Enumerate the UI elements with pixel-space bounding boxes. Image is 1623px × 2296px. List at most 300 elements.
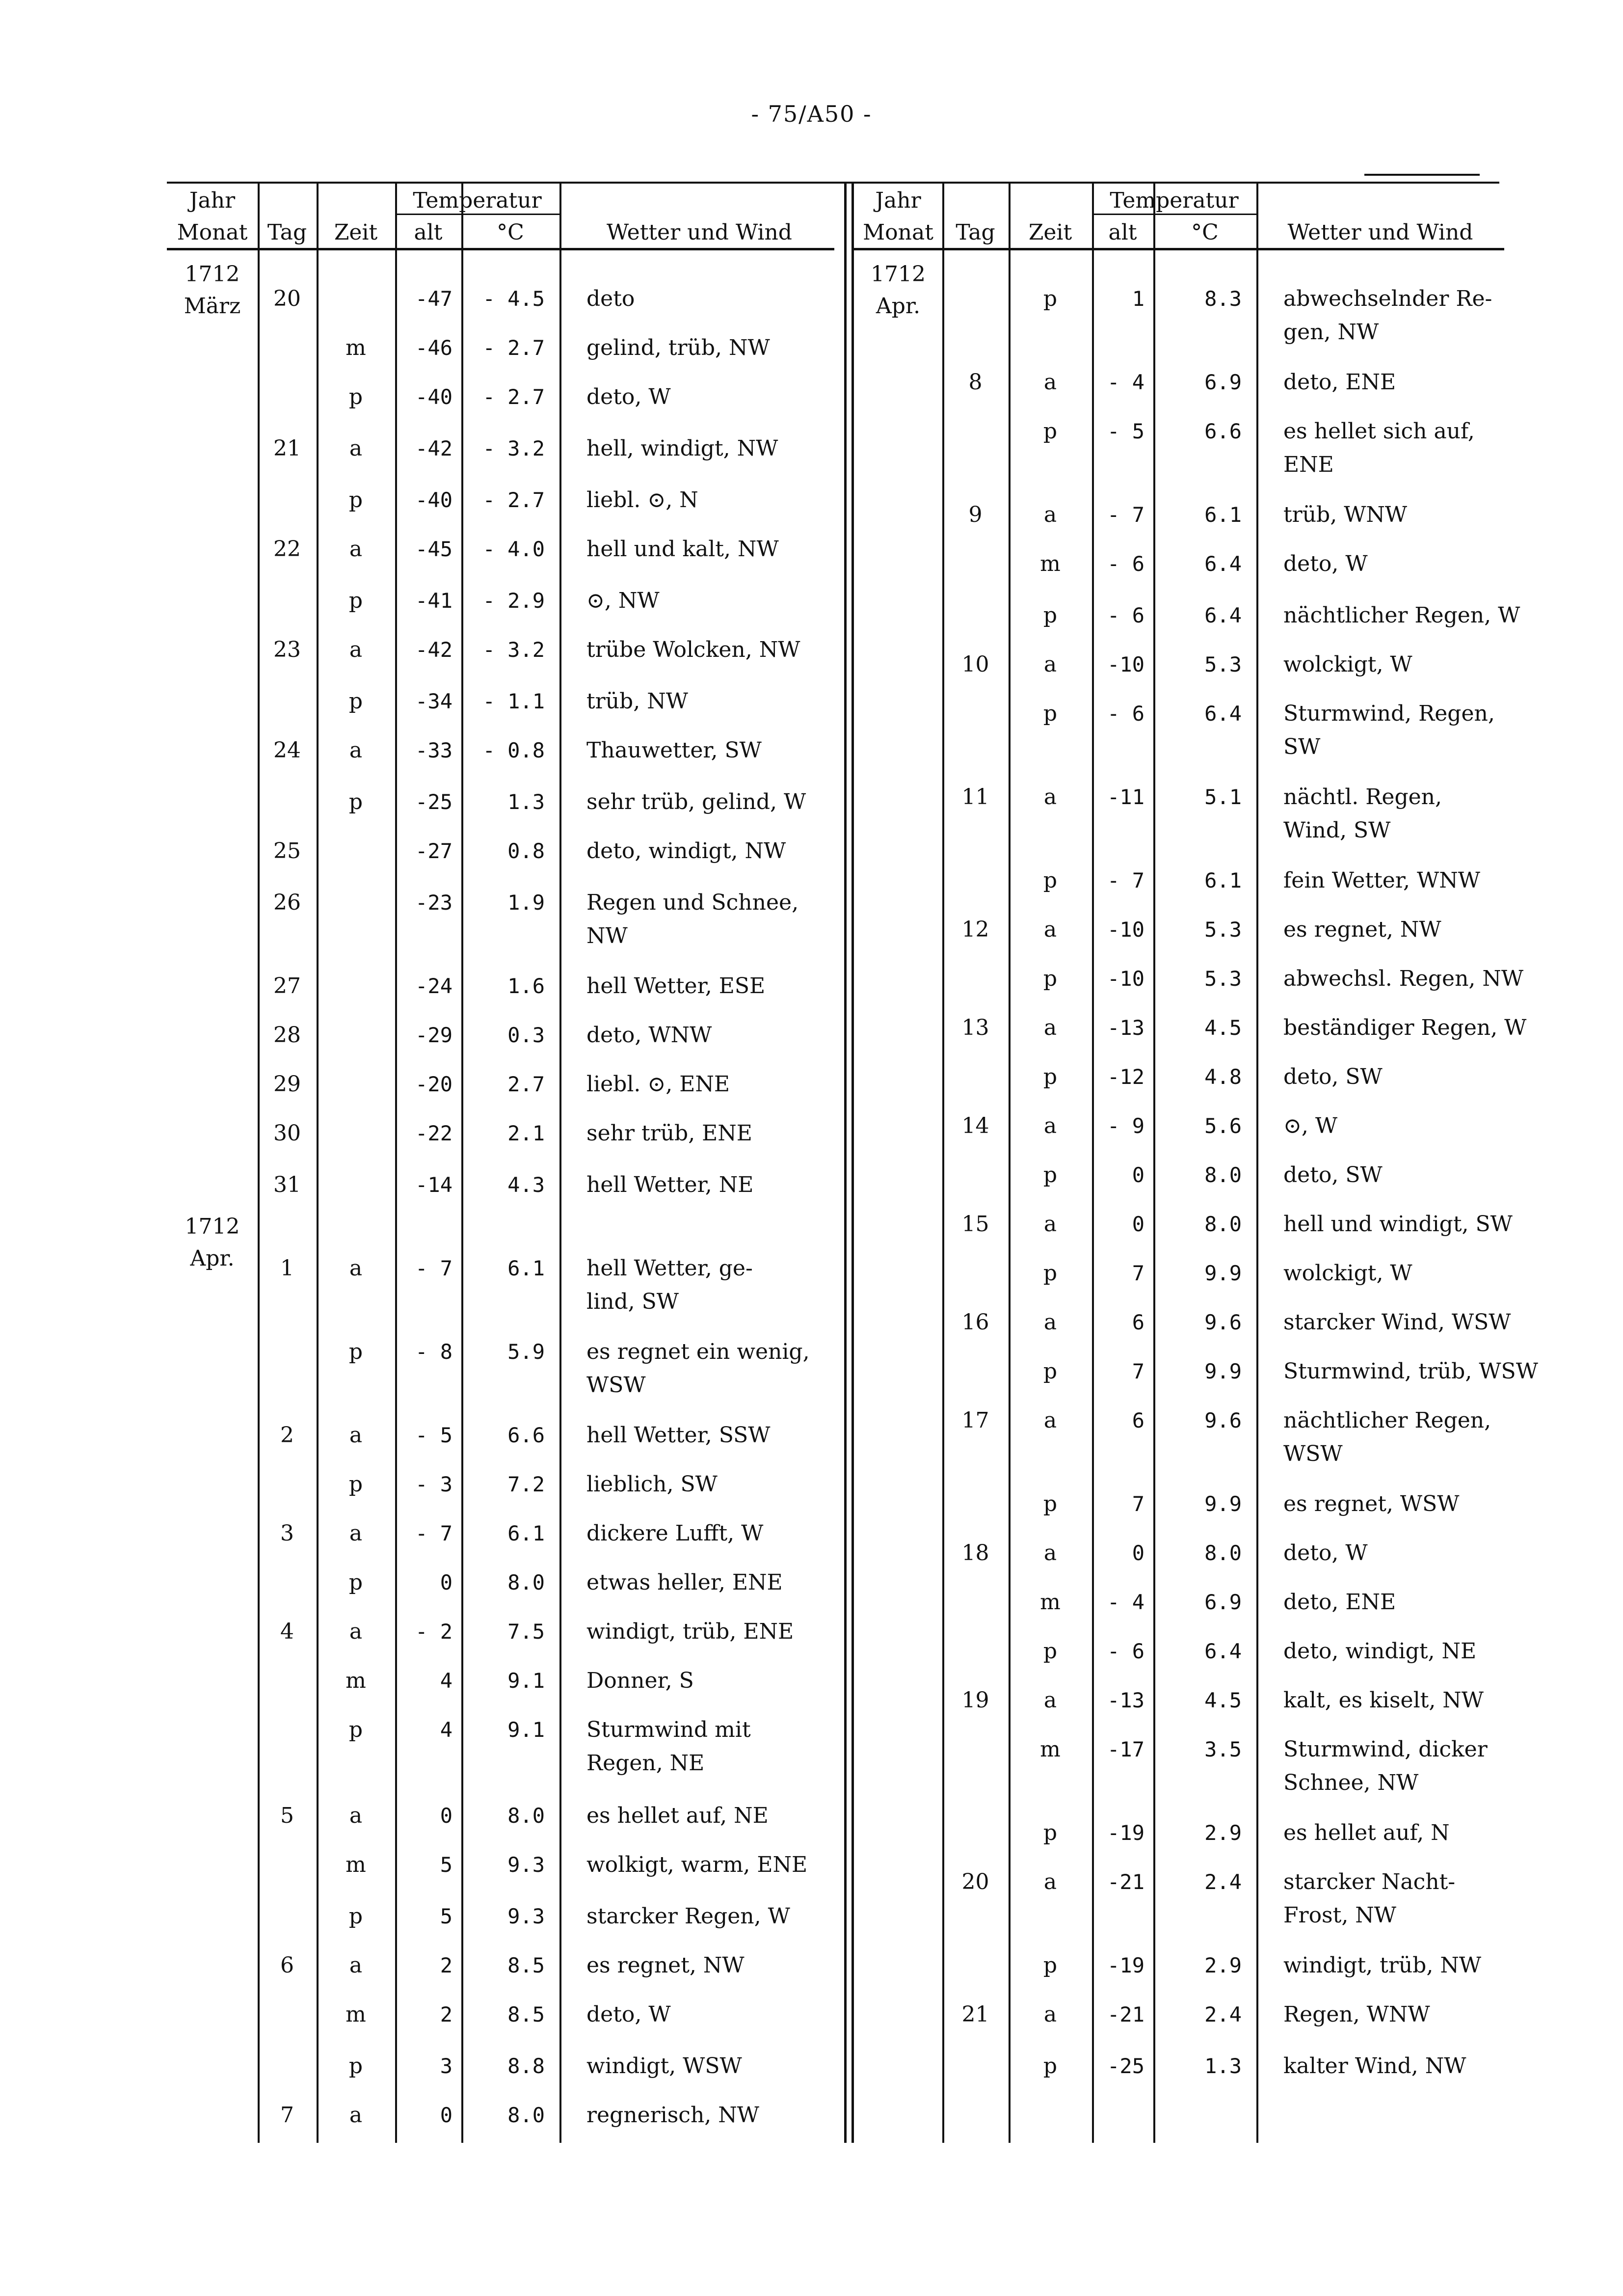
alt-temperature-cell: -14 (415, 1173, 452, 1197)
alt-temperature-cell: -47 (415, 287, 452, 311)
weather-text: ⊙, NW (586, 588, 660, 613)
tag-cell: 29 (273, 1072, 301, 1097)
zeit-cell: p (1043, 1491, 1058, 1516)
weather-text: deto, ENE (1283, 1590, 1396, 1615)
zeit-cell: p (1043, 2053, 1058, 2079)
weather-text: deto, windigt, NW (586, 838, 786, 864)
alt-temperature-cell: 7 (1132, 1492, 1144, 1516)
weather-text: windigt, WSW (586, 2053, 742, 2079)
tag-cell: 31 (273, 1172, 301, 1197)
tag-cell: 2 (280, 1423, 294, 1448)
weather-text: deto, SW (1283, 1064, 1383, 1089)
celsius-temperature-cell: 2.9 (1204, 1821, 1242, 1845)
tag-cell: 23 (273, 637, 301, 662)
alt-temperature-cell: -22 (415, 1121, 452, 1145)
alt-temperature-cell: - 5 (415, 1423, 452, 1447)
weather-text: Thauwetter, SW (586, 738, 762, 763)
alt-temperature-cell: 5 (440, 1853, 452, 1877)
weather-text: Sturmwind, Regen, (1283, 701, 1495, 726)
weather-text-continued: Wind, SW (1283, 818, 1391, 843)
weather-text: deto, SW (1283, 1162, 1383, 1188)
alt-temperature-cell: - 5 (1107, 419, 1144, 443)
zeit-cell: a (1043, 1869, 1057, 1894)
zeit-cell: a (1043, 1408, 1057, 1433)
tag-cell: 1 (280, 1256, 294, 1281)
celsius-temperature-cell: 8.0 (507, 1804, 545, 1828)
alt-temperature-cell: - 2 (415, 1620, 452, 1644)
zeit-cell: a (1043, 1212, 1057, 1237)
celsius-temperature-cell: 9.3 (507, 1904, 545, 1928)
tag-cell: 27 (273, 973, 301, 999)
header-zeit: Zeit (1028, 220, 1072, 245)
zeit-cell: a (1043, 370, 1057, 395)
celsius-temperature-cell: - 4.0 (482, 537, 545, 561)
celsius-temperature-cell: 8.0 (1204, 1163, 1242, 1187)
tag-cell: 22 (273, 537, 301, 562)
alt-temperature-cell: - 8 (415, 1340, 452, 1364)
header-temperatur: Temperatur (413, 188, 542, 213)
year-label: 1712 (871, 262, 926, 287)
zeit-cell: a (349, 1256, 363, 1281)
celsius-temperature-cell: 1.3 (507, 790, 545, 814)
celsius-temperature-cell: 6.1 (1204, 503, 1242, 527)
zeit-cell: a (1043, 502, 1057, 527)
zeit-cell: a (349, 1803, 363, 1828)
tag-cell: 21 (961, 2002, 989, 2027)
weather-text: starcker Nacht- (1283, 1869, 1456, 1894)
weather-text: wolckigt, W (1283, 1261, 1412, 1286)
celsius-temperature-cell: 4.8 (1204, 1065, 1242, 1089)
celsius-temperature-cell: 9.9 (1204, 1261, 1242, 1285)
celsius-temperature-cell: 0.3 (507, 1023, 545, 1047)
celsius-temperature-cell: 5.3 (1204, 967, 1242, 991)
weather-text: windigt, trüb, NW (1283, 1953, 1482, 1978)
zeit-cell: a (349, 1521, 363, 1546)
weather-text: deto, W (1283, 1540, 1368, 1566)
header-zeit: Zeit (334, 220, 378, 245)
left-column-rule (559, 182, 561, 2143)
weather-text: trüb, WNW (1283, 502, 1408, 527)
weather-text-continued: WSW (586, 1373, 646, 1398)
weather-text: hell Wetter, ge- (586, 1256, 753, 1281)
celsius-temperature-cell: 4.3 (507, 1173, 545, 1197)
alt-temperature-cell: 0 (440, 1804, 452, 1828)
alt-temperature-cell: - 4 (1107, 370, 1144, 394)
celsius-temperature-cell: - 0.8 (482, 738, 545, 762)
zeit-cell: p (1043, 419, 1058, 444)
zeit-cell: a (1043, 1310, 1057, 1335)
zeit-cell: m (1040, 551, 1061, 576)
weather-text: es regnet, NW (586, 1953, 745, 1978)
zeit-cell: m (1040, 1737, 1061, 1762)
celsius-temperature-cell: 0.8 (507, 839, 545, 863)
zeit-cell: a (349, 2103, 363, 2128)
alt-temperature-cell: - 3 (415, 1472, 452, 1496)
alt-temperature-cell: - 4 (1107, 1590, 1144, 1614)
alt-temperature-cell: 4 (440, 1718, 452, 1742)
header-wetter-und-wind: Wetter und Wind (1287, 220, 1473, 245)
celsius-temperature-cell: 9.9 (1204, 1492, 1242, 1516)
celsius-temperature-cell: - 2.7 (482, 488, 545, 512)
weather-text: Sturmwind, dicker (1283, 1737, 1488, 1762)
weather-text: regnerisch, NW (586, 2103, 759, 2128)
zeit-cell: a (1043, 2002, 1057, 2027)
alt-temperature-cell: -19 (1107, 1821, 1144, 1845)
alt-temperature-cell: - 7 (1107, 868, 1144, 892)
celsius-temperature-cell: 2.7 (507, 1072, 545, 1096)
weather-text: deto, W (586, 2002, 671, 2027)
zeit-cell: a (349, 436, 363, 461)
alt-temperature-cell: 2 (440, 1953, 452, 1977)
alt-temperature-cell: 3 (440, 2054, 452, 2078)
header-jahr: Jahr (189, 188, 236, 213)
weather-text: starcker Regen, W (586, 1904, 790, 1929)
zeit-cell: p (348, 689, 363, 714)
zeit-cell: p (1043, 1261, 1058, 1286)
alt-temperature-cell: - 6 (1107, 1639, 1144, 1663)
alt-temperature-cell: -42 (415, 638, 452, 662)
alt-temperature-cell: - 6 (1107, 552, 1144, 576)
alt-temperature-cell: -12 (1107, 1065, 1144, 1089)
alt-temperature-cell: -13 (1107, 1016, 1144, 1040)
right-column-rule (942, 182, 944, 2143)
weather-text: nächtlicher Regen, (1283, 1408, 1491, 1433)
page-title: - 75/A50 - (751, 101, 872, 127)
right-column-rule (1153, 182, 1155, 2143)
weather-text-continued: Regen, NE (586, 1751, 705, 1776)
weather-text: abwechselnder Re- (1283, 286, 1492, 311)
zeit-cell: a (1043, 1113, 1057, 1138)
year-label: 1712 (185, 1214, 240, 1239)
celsius-temperature-cell: 9.9 (1204, 1359, 1242, 1383)
center-double-rule-a (844, 182, 847, 2143)
weather-text: es hellet sich auf, (1283, 419, 1475, 444)
weather-text: sehr trüb, ENE (586, 1121, 752, 1146)
alt-temperature-cell: -40 (415, 385, 452, 409)
zeit-cell: a (349, 1423, 363, 1448)
zeit-cell: p (1043, 1359, 1058, 1384)
celsius-temperature-cell: 2.4 (1204, 1870, 1242, 1894)
weather-text: Sturmwind, trüb, WSW (1283, 1359, 1538, 1384)
zeit-cell: p (348, 588, 363, 613)
celsius-temperature-cell: 3.5 (1204, 1737, 1242, 1761)
weather-text: Regen, WNW (1283, 2002, 1430, 2027)
header-alt: alt (1108, 220, 1137, 245)
zeit-cell: p (348, 384, 363, 409)
weather-text: sehr trüb, gelind, W (586, 789, 806, 814)
header-temperatur: Temperatur (1110, 188, 1239, 213)
weather-text: lieblich, SW (586, 1472, 718, 1497)
zeit-cell: p (348, 1904, 363, 1929)
weather-text: trübe Wolcken, NW (586, 637, 800, 662)
celsius-temperature-cell: 2.9 (1204, 1953, 1242, 1977)
tag-cell: 6 (280, 1953, 294, 1978)
tag-cell: 5 (280, 1803, 294, 1828)
zeit-cell: m (1040, 1590, 1061, 1615)
celsius-temperature-cell: 9.1 (507, 1718, 545, 1742)
celsius-temperature-cell: 6.4 (1204, 1639, 1242, 1663)
alt-temperature-cell: -45 (415, 537, 452, 561)
weather-text-continued: SW (1283, 734, 1321, 759)
zeit-cell: p (1043, 286, 1058, 311)
weather-text: deto, windigt, NE (1283, 1639, 1477, 1664)
alt-temperature-cell: - 6 (1107, 603, 1144, 627)
alt-temperature-cell: 0 (1132, 1212, 1144, 1236)
zeit-cell: m (346, 2002, 366, 2027)
alt-temperature-cell: 0 (1132, 1541, 1144, 1565)
left-column-rule (258, 182, 260, 2143)
zeit-cell: m (346, 1852, 366, 1877)
header-celsius: °C (1191, 220, 1219, 245)
weather-text: es hellet auf, N (1283, 1820, 1450, 1845)
header-monat: Monat (863, 220, 933, 245)
celsius-temperature-cell: 7.2 (507, 1472, 545, 1496)
celsius-temperature-cell: 8.0 (1204, 1541, 1242, 1565)
weather-text: hell und windigt, SW (1283, 1212, 1513, 1237)
zeit-cell: a (1043, 917, 1057, 942)
center-double-rule-b (851, 182, 854, 2143)
alt-temperature-cell: - 7 (415, 1521, 452, 1545)
alt-temperature-cell: -25 (1107, 2054, 1144, 2078)
header-wetter-und-wind: Wetter und Wind (607, 220, 792, 245)
zeit-cell: p (348, 2053, 363, 2079)
alt-temperature-cell: -24 (415, 974, 452, 998)
alt-temperature-cell: 7 (1132, 1261, 1144, 1285)
weather-text: es hellet auf, NE (586, 1803, 769, 1828)
celsius-temperature-cell: 8.0 (507, 1570, 545, 1594)
weather-text: Donner, S (586, 1668, 694, 1693)
alt-temperature-cell: 0 (1132, 1163, 1144, 1187)
alt-temperature-cell: -10 (1107, 918, 1144, 942)
zeit-cell: a (1043, 784, 1057, 810)
alt-temperature-cell: -13 (1107, 1688, 1144, 1712)
zeit-cell: a (349, 537, 363, 562)
zeit-cell: p (348, 789, 363, 814)
weather-text: deto, WNW (586, 1023, 712, 1048)
alt-temperature-cell: 0 (440, 1570, 452, 1594)
tag-cell: 28 (273, 1023, 301, 1048)
zeit-cell: a (1043, 1015, 1057, 1040)
celsius-temperature-cell: 1.6 (507, 974, 545, 998)
header-jahr: Jahr (875, 188, 921, 213)
weather-text: etwas heller, ENE (586, 1570, 783, 1595)
alt-temperature-cell: 7 (1132, 1359, 1144, 1383)
alt-temperature-cell: 0 (440, 2103, 452, 2127)
alt-temperature-cell: - 7 (415, 1256, 452, 1280)
weather-text: nächtl. Regen, (1283, 784, 1442, 810)
weather-text: deto (586, 286, 635, 311)
tag-cell: 10 (961, 652, 989, 677)
celsius-temperature-cell: 9.6 (1204, 1310, 1242, 1334)
weather-text: dickere Lufft, W (586, 1521, 764, 1546)
weather-text: gelind, trüb, NW (586, 335, 770, 360)
celsius-temperature-cell: 8.3 (1204, 287, 1242, 311)
zeit-cell: p (1043, 966, 1058, 991)
alt-temperature-cell: - 6 (1107, 702, 1144, 726)
tag-cell: 7 (280, 2103, 294, 2128)
weather-text: Sturmwind mit (586, 1717, 751, 1742)
weather-text: kalter Wind, NW (1283, 2053, 1466, 2079)
weather-text: Regen und Schnee, (586, 890, 799, 915)
celsius-temperature-cell: 6.6 (507, 1423, 545, 1447)
celsius-temperature-cell: 7.5 (507, 1620, 545, 1644)
weather-text: hell Wetter, NE (586, 1172, 754, 1197)
header-celsius: °C (497, 220, 524, 245)
zeit-cell: p (348, 1472, 363, 1497)
header-top-rule (167, 182, 1499, 184)
tag-cell: 20 (273, 286, 301, 311)
celsius-temperature-cell: 6.1 (1204, 868, 1242, 892)
weather-text: hell Wetter, ESE (586, 973, 766, 999)
celsius-temperature-cell: 6.4 (1204, 702, 1242, 726)
weather-text: nächtlicher Regen, W (1283, 603, 1520, 628)
celsius-temperature-cell: - 2.7 (482, 385, 545, 409)
alt-temperature-cell: -29 (415, 1023, 452, 1047)
header-monat: Monat (177, 220, 248, 245)
weather-text-continued: NW (586, 923, 628, 948)
celsius-temperature-cell: 8.0 (507, 2103, 545, 2127)
tag-cell: 19 (961, 1688, 989, 1713)
tag-cell: 25 (273, 838, 301, 864)
zeit-cell: p (1043, 1064, 1058, 1089)
zeit-cell: p (1043, 1953, 1058, 1978)
tag-cell: 30 (273, 1121, 301, 1146)
celsius-temperature-cell: 2.4 (1204, 2002, 1242, 2026)
weather-text: starcker Wind, WSW (1283, 1310, 1511, 1335)
celsius-temperature-cell: - 3.2 (482, 436, 545, 460)
left-column-rule (461, 182, 463, 2143)
celsius-temperature-cell: 2.1 (507, 1121, 545, 1145)
celsius-temperature-cell: - 2.7 (482, 336, 545, 360)
zeit-cell: a (1043, 652, 1057, 677)
celsius-temperature-cell: - 1.1 (482, 689, 545, 713)
weather-text: hell, windigt, NW (586, 436, 778, 461)
tag-cell: 4 (280, 1619, 294, 1644)
header-top-rule-right (1364, 174, 1480, 176)
alt-temperature-cell: 2 (440, 2002, 452, 2026)
celsius-temperature-cell: 5.1 (1204, 785, 1242, 809)
celsius-temperature-cell: - 3.2 (482, 638, 545, 662)
weather-text: hell Wetter, SSW (586, 1423, 771, 1448)
alt-temperature-cell: -27 (415, 839, 452, 863)
weather-text: windigt, trüb, ENE (586, 1619, 794, 1644)
tag-cell: 14 (961, 1113, 989, 1138)
tag-cell: 13 (961, 1015, 989, 1040)
alt-temperature-cell: 1 (1132, 287, 1144, 311)
zeit-cell: p (1043, 1820, 1058, 1845)
celsius-temperature-cell: 9.3 (507, 1853, 545, 1877)
celsius-temperature-cell: 8.5 (507, 1953, 545, 1977)
zeit-cell: a (349, 1953, 363, 1978)
alt-temperature-cell: -42 (415, 436, 452, 460)
zeit-cell: p (1043, 701, 1058, 726)
zeit-cell: p (348, 1339, 363, 1364)
celsius-temperature-cell: 5.3 (1204, 918, 1242, 942)
alt-temperature-cell: - 7 (1107, 503, 1144, 527)
celsius-temperature-cell: 1.3 (1204, 2054, 1242, 2078)
alt-temperature-cell: -19 (1107, 1953, 1144, 1977)
tag-cell: 18 (961, 1540, 989, 1566)
alt-temperature-cell: -23 (415, 891, 452, 915)
weather-text: liebl. ⊙, N (586, 487, 698, 513)
weather-text: es regnet, NW (1283, 917, 1441, 942)
weather-text: wolckigt, W (1283, 652, 1412, 677)
celsius-temperature-cell: 4.5 (1204, 1016, 1242, 1040)
zeit-cell: m (346, 335, 366, 360)
celsius-temperature-cell: 1.9 (507, 891, 545, 915)
weather-text: es regnet ein wenig, (586, 1339, 810, 1364)
celsius-temperature-cell: 6.9 (1204, 1590, 1242, 1614)
tag-cell: 17 (961, 1408, 989, 1433)
celsius-temperature-cell: 4.5 (1204, 1688, 1242, 1712)
zeit-cell: a (349, 637, 363, 662)
alt-temperature-cell: -11 (1107, 785, 1144, 809)
celsius-temperature-cell: - 4.5 (482, 287, 545, 311)
tag-cell: 9 (968, 502, 983, 527)
tag-cell: 16 (961, 1310, 989, 1335)
alt-temperature-cell: -33 (415, 738, 452, 762)
tag-cell: 24 (273, 738, 301, 763)
zeit-cell: p (1043, 1162, 1058, 1188)
celsius-temperature-cell: 6.1 (507, 1521, 545, 1545)
header-tag: Tag (956, 220, 995, 245)
header-alt: alt (414, 220, 443, 245)
weather-text: ⊙, W (1283, 1113, 1338, 1138)
alt-temperature-cell: -10 (1107, 967, 1144, 991)
alt-temperature-cell: -41 (415, 589, 452, 613)
alt-temperature-cell: 6 (1132, 1310, 1144, 1334)
right-column-rule (1256, 182, 1258, 2143)
alt-temperature-cell: 4 (440, 1669, 452, 1693)
alt-temperature-cell: - 9 (1107, 1114, 1144, 1138)
tag-cell: 26 (273, 890, 301, 915)
weather-text: deto, W (1283, 551, 1368, 576)
weather-text-continued: Frost, NW (1283, 1903, 1397, 1928)
zeit-cell: a (1043, 1540, 1057, 1566)
tag-cell: 12 (961, 917, 989, 942)
weather-text: deto, ENE (1283, 370, 1396, 395)
weather-text-continued: WSW (1283, 1441, 1343, 1466)
alt-temperature-cell: -10 (1107, 652, 1144, 676)
alt-temperature-cell: -40 (415, 488, 452, 512)
celsius-temperature-cell: 9.6 (1204, 1408, 1242, 1432)
zeit-cell: p (1043, 868, 1058, 893)
alt-temperature-cell: -21 (1107, 1870, 1144, 1894)
weather-text: kalt, es kiselt, NW (1283, 1688, 1484, 1713)
weather-text: fein Wetter, WNW (1283, 868, 1480, 893)
weather-text-continued: gen, NW (1283, 320, 1379, 345)
month-label: März (184, 294, 241, 319)
tag-cell: 15 (961, 1212, 989, 1237)
celsius-temperature-cell: 6.1 (507, 1256, 545, 1280)
alt-temperature-cell: 5 (440, 1904, 452, 1928)
weather-text: es regnet, WSW (1283, 1491, 1460, 1516)
weather-text: beständiger Regen, W (1283, 1015, 1527, 1040)
alt-temperature-cell: -21 (1107, 2002, 1144, 2026)
celsius-temperature-cell: 6.6 (1204, 419, 1242, 443)
weather-text: deto, W (586, 384, 671, 409)
celsius-temperature-cell: 6.9 (1204, 370, 1242, 394)
celsius-temperature-cell: 8.0 (1204, 1212, 1242, 1236)
zeit-cell: p (348, 487, 363, 513)
zeit-cell: p (1043, 603, 1058, 628)
zeit-cell: p (348, 1717, 363, 1742)
weather-text-continued: lind, SW (586, 1289, 679, 1314)
weather-text-continued: Schnee, NW (1283, 1770, 1419, 1795)
tag-cell: 3 (280, 1521, 294, 1546)
celsius-temperature-cell: - 2.9 (482, 589, 545, 613)
weather-text: liebl. ⊙, ENE (586, 1072, 730, 1097)
